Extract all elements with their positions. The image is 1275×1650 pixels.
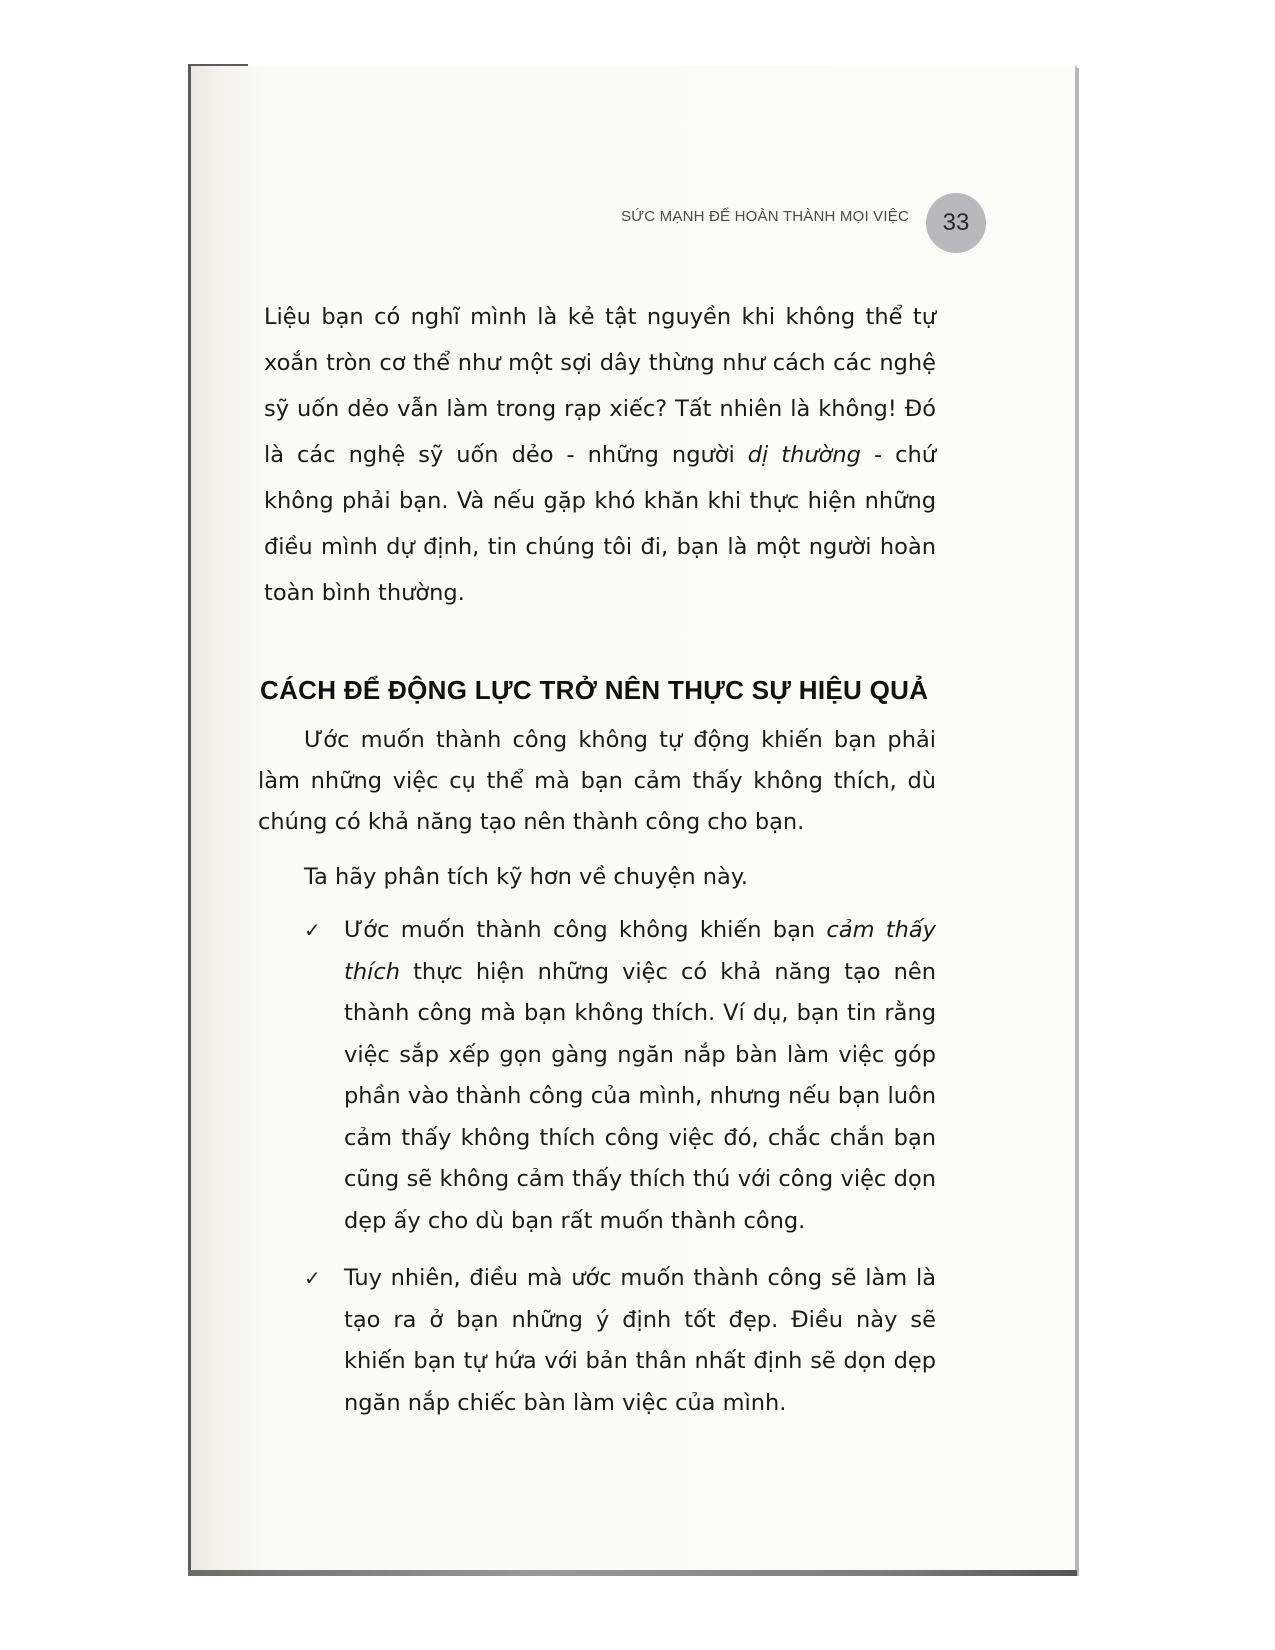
list-item: ✓ Ước muốn thành công không khiến bạn cảm thấy thích thực hiện những việc có khả năng tạo nên thành công mà bạn không thích. Ví dụ, bạn tin rằng việc sắp xếp gọn gàng ngăn nắp bàn làm việc góp phần vào thành công của mình, nhưng nếu bạn luôn cảm thấy không thích công việc đó, chắc chắn bạn cũng sẽ không cảm thấy thích thú với công việc dọn dẹp ấy cho dù bạn rất muốn thành công. (264, 910, 936, 1242)
lead-in-paragraph: Ta hãy phân tích kỹ hơn về chuyện này. (304, 864, 749, 890)
list-item: ✓ Tuy nhiên, điều mà ước muốn thành công sẽ làm là tạo ra ở bạn những ý định tốt đẹp. Điều này sẽ khiến bạn tự hứa với bản thân nhất định sẽ dọn dẹp ngăn nắp chiếc bàn làm việc của mình. (264, 1258, 936, 1424)
book-page (188, 66, 1077, 1574)
check-icon: ✓ (304, 918, 321, 942)
running-title: SỨC MẠNH ĐỂ HOÀN THÀNH MỌI VIỆC (621, 208, 909, 225)
emphasis-text: cảm thấy thích (344, 917, 936, 985)
page-number: 33 (926, 193, 986, 253)
check-icon: ✓ (304, 1266, 321, 1290)
check-list (264, 910, 936, 1424)
section-paragraph: Ước muốn thành công không tự động khiến bạn phải làm những việc cụ thể mà bạn cảm thấy không thích, dù chúng có khả năng tạo nên thành công cho bạn. (258, 727, 936, 835)
book-right-edge (1075, 68, 1079, 1576)
section-heading: CÁCH ĐỂ ĐỘNG LỰC TRỞ NÊN THỰC SỰ HIỆU QUẢ (260, 675, 929, 705)
intro-paragraph: Liệu bạn có nghĩ mình là kẻ tật nguyền khi không thể tự xoắn tròn cơ thể như một sợi dây thừng như cách các nghệ sỹ uốn dẻo vẫn làm trong rạp xiếc? Tất nhiên là không! Đó là các nghệ sỹ uốn dẻo - những người dị thường - chứ không phải bạn. Và nếu gặp khó khăn khi thực hiện những điều mình dự định, tin chúng tôi đi, bạn là một người hoàn toàn bình thường. (264, 304, 936, 606)
page-body (258, 294, 936, 1440)
emphasis-text: dị thường (747, 442, 861, 468)
book-bottom-edge (188, 1570, 1077, 1576)
